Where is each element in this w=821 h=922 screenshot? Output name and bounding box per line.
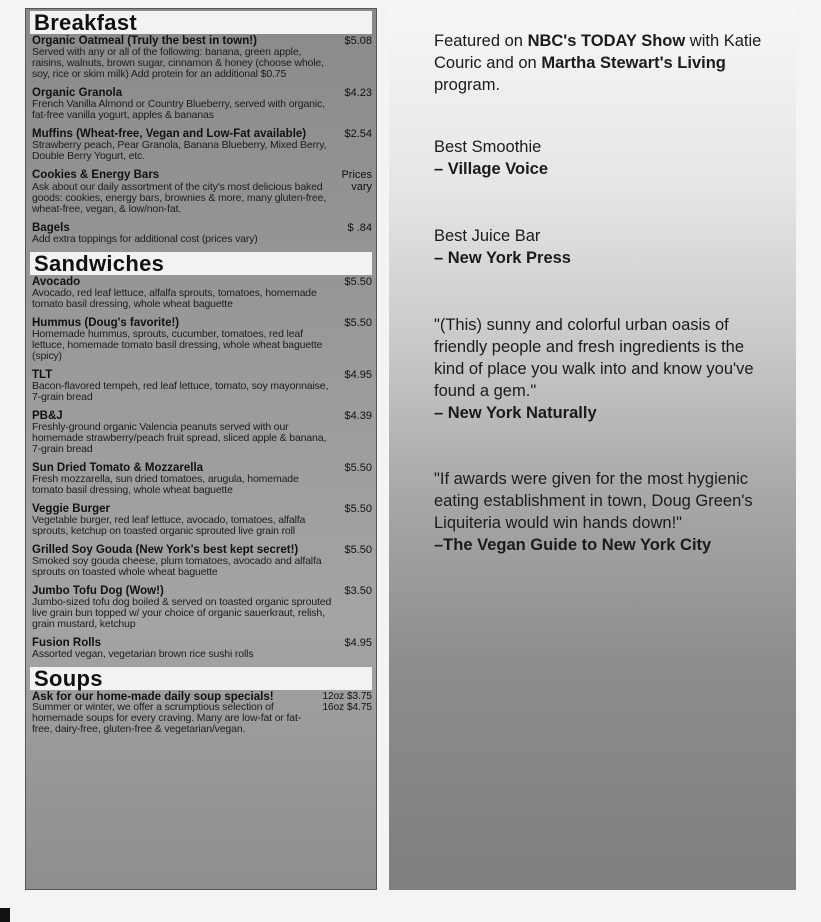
item-price: 12oz $3.75 16oz $4.75	[322, 691, 372, 713]
menu-item	[30, 462, 372, 496]
menu-item	[30, 35, 372, 80]
press-smoothie-text: Best Smoothie	[434, 138, 542, 156]
menu-column	[25, 8, 377, 890]
item-name: Hummus (Doug's favorite!)	[32, 317, 180, 329]
item-price: $5.50	[344, 462, 372, 474]
press-juice	[434, 225, 762, 269]
item-description: Bacon-flavored tempeh, red leaf lettuce, tomato, soy mayonnaise, 7-grain bread	[32, 380, 329, 403]
press-nbc-post: program.	[434, 76, 501, 94]
press-oasis-attrib: – New York Naturally	[434, 404, 597, 422]
item-description: Assorted vegan, vegetarian brown rice sushi rolls	[32, 648, 254, 660]
press-oasis-text: "(This) sunny and colorful urban oasis of friendly people and fresh ingredients is the kind of place you walk into and know you've found a gem."	[434, 316, 754, 400]
item-description: Jumbo-sized tofu dog boiled & served on toasted organic sprouted live grain bun topped w/ your choice of organic sauerkraut, relish, grain mustard, ketchup	[32, 596, 332, 630]
menu-item	[30, 87, 372, 121]
item-name: Veggie Burger	[32, 503, 110, 515]
menu-item	[30, 222, 372, 245]
press-nbc-martha: Martha Stewart's Living	[541, 54, 726, 72]
press-smoothie-attrib: – Village Voice	[434, 160, 549, 178]
press-column	[389, 8, 796, 890]
item-description: Fresh mozzarella, sun dried tomatoes, arugula, homemade tomato basil dressing, whole wheat baguette	[32, 473, 299, 496]
menu-item	[30, 544, 372, 578]
menu-item	[30, 317, 372, 362]
breakfast-list	[30, 35, 372, 245]
item-price: $5.50	[344, 503, 372, 515]
press-juice-text: Best Juice Bar	[434, 227, 541, 245]
menu-item	[30, 369, 372, 403]
menu-item	[30, 276, 372, 310]
press-vegan-text: "If awards were given for the most hygienic eating establishment in town, Doug Green's Liquiteria would win hands down!"	[434, 470, 753, 532]
item-name: TLT	[32, 369, 53, 381]
press-nbc-pre: Featured on	[434, 32, 528, 50]
item-price: $2.54	[344, 128, 372, 140]
press-nbc	[434, 30, 762, 96]
item-name: Cookies & Energy Bars	[32, 169, 160, 181]
item-price: $ .84	[347, 222, 372, 234]
item-name: Organic Oatmeal (Truly the best in town!)	[32, 35, 257, 47]
item-name: Avocado	[32, 276, 81, 288]
sandwiches-list	[30, 276, 372, 660]
item-price: $5.08	[344, 35, 372, 47]
item-name: Sun Dried Tomato & Mozzarella	[32, 462, 204, 474]
scan-edge-mark	[0, 908, 10, 922]
item-name: Organic Granola	[32, 87, 123, 99]
item-description: Summer or winter, we offer a scrumptious selection of homemade soups for every craving. Many are low-fat or fat-free, dairy-free, gluten-free & vegetarian/vegan.	[32, 701, 302, 735]
item-price: $5.50	[344, 544, 372, 556]
press-nbc-mid: with Katie Couric and on	[434, 32, 762, 72]
item-description: Strawberry peach, Pear Granola, Banana Blueberry, Mixed Berry, Double Berry Yogurt, etc.	[32, 139, 327, 162]
item-name: Fusion Rolls	[32, 637, 101, 649]
menu-item	[30, 637, 372, 660]
item-name: Ask for our home-made daily soup specials!	[32, 691, 274, 703]
item-price: $4.23	[344, 87, 372, 99]
item-price: $4.95	[344, 369, 372, 381]
item-description: Smoked soy gouda cheese, plum tomatoes, avocado and alfalfa sprouts on toasted whole wheat baguette	[32, 555, 322, 578]
item-description: Ask about our daily assortment of the city's most delicious baked goods: cookies, energy bars, brownies & more, many gluten-free, wheat-free, vegan, & low/non-fat.	[32, 181, 327, 215]
menu-item	[30, 585, 372, 630]
item-description: Served with any or all of the following: banana, green apple, raisins, walnuts, brown sugar, cinnamon & honey (choose whole, soy, rice or skim milk) Add protein for an additional $0.75	[32, 46, 324, 80]
item-price: $3.50	[344, 585, 372, 597]
item-name: PB&J	[32, 410, 63, 422]
item-description: Avocado, red leaf lettuce, alfalfa sprouts, tomatoes, homemade tomato basil dressing, whole wheat baguette	[32, 287, 317, 310]
menu-item	[30, 169, 372, 215]
menu-item	[30, 691, 372, 735]
item-name: Grilled Soy Gouda (New York's best kept secret!)	[32, 544, 299, 556]
item-price: $4.95	[344, 637, 372, 649]
item-name: Muffins (Wheat-free, Vegan and Low-Fat available)	[32, 128, 307, 140]
section-title-breakfast: Breakfast	[30, 11, 372, 34]
item-price: Prices vary	[341, 169, 372, 193]
menu-item	[30, 128, 372, 162]
item-name: Jumbo Tofu Dog (Wow!)	[32, 585, 164, 597]
press-nbc-show: NBC's TODAY Show	[527, 32, 686, 50]
section-title-sandwiches: Sandwiches	[30, 252, 372, 275]
section-title-soups: Soups	[30, 667, 372, 690]
press-oasis	[434, 314, 762, 424]
item-price: $5.50	[344, 317, 372, 329]
press-vegan	[434, 468, 762, 556]
item-description: Homemade hummus, sprouts, cucumber, tomatoes, red leaf lettuce, homemade tomato basil dressing, whole wheat baguette (spicy)	[32, 328, 323, 362]
menu-item	[30, 503, 372, 537]
item-description: Add extra toppings for additional cost (prices vary)	[32, 233, 258, 245]
item-description: French Vanilla Almond or Country Blueberry, served with organic, fat-free vanilla yogurt, apples & bananas	[32, 98, 325, 121]
press-smoothie	[434, 136, 762, 180]
item-description: Freshly-ground organic Valencia peanuts served with our homemade strawberry/peach fruit spread, sliced apple & banana, 7-grain bread	[32, 421, 327, 455]
item-price: $5.50	[344, 276, 372, 288]
item-price: $4.39	[344, 410, 372, 422]
item-name: Bagels	[32, 222, 70, 234]
press-vegan-attrib: –The Vegan Guide to New York City	[434, 536, 712, 554]
soups-list	[30, 691, 372, 735]
menu-item	[30, 410, 372, 455]
item-description: Vegetable burger, red leaf lettuce, avocado, tomatoes, alfalfa sprouts, ketchup on toasted organic sprouted live grain roll	[32, 514, 306, 537]
press-juice-attrib: – New York Press	[434, 249, 571, 267]
